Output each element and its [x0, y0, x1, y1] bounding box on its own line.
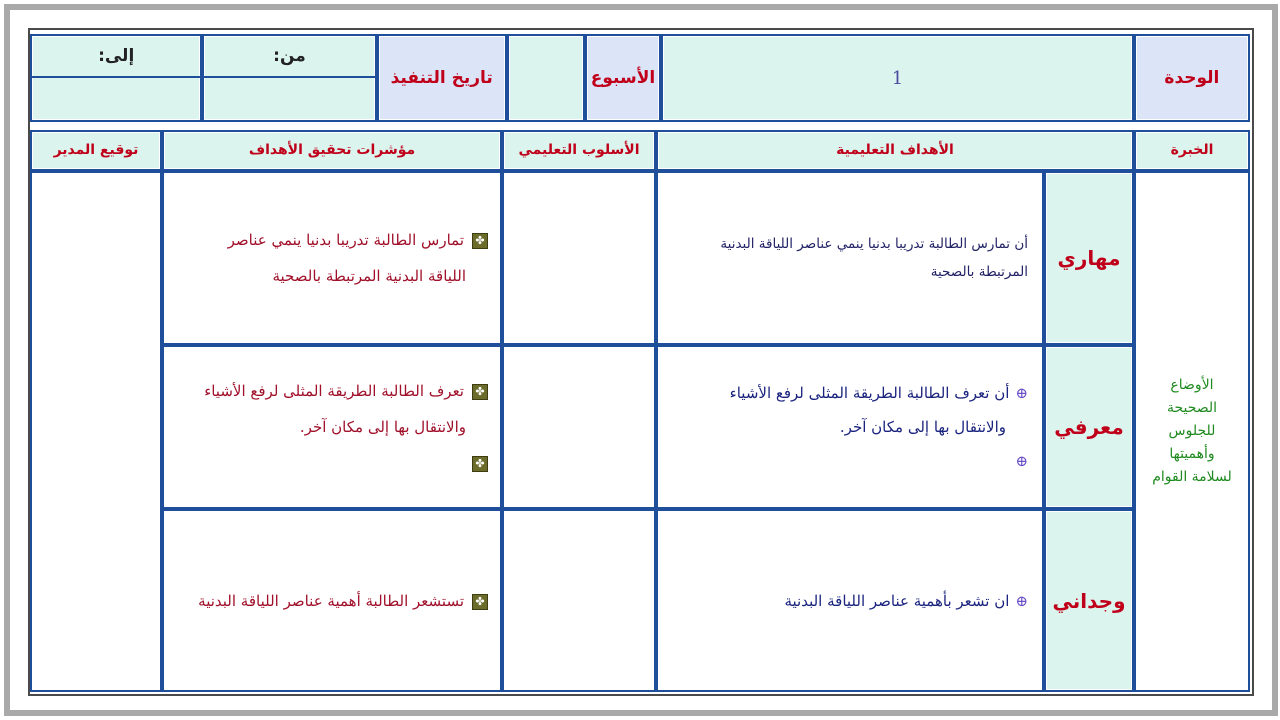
olive-square-bullet-icon: ✤: [472, 456, 488, 472]
domain-knowledge: معرفي: [1044, 345, 1134, 509]
method-cell[interactable]: [502, 509, 656, 692]
experience-line: وأهميتها: [1169, 445, 1215, 462]
indicator-knowledge: [162, 345, 502, 509]
objective-text: أن تعرف الطالبة الطريقة المثلى لرفع الأشياء: [729, 384, 1010, 403]
indicator-skill: [162, 171, 502, 345]
table-row: [30, 171, 1250, 345]
to-label: إلى:: [32, 36, 200, 78]
experience-cell: [1134, 171, 1250, 692]
to-cell[interactable]: [30, 34, 202, 122]
indicator-affective: [162, 509, 502, 692]
signature-cell[interactable]: [30, 171, 162, 692]
lesson-plan-table: [30, 130, 1250, 692]
objective-text: المرتبطة بالصحية: [930, 263, 1028, 280]
indicator-text: تعرف الطالبة الطريقة المثلى لرفع الأشياء: [204, 382, 464, 401]
from-value[interactable]: [204, 78, 374, 120]
week-label: الأسبوع: [590, 68, 656, 88]
table-row: [30, 345, 1250, 509]
crosshair-bullet-icon: ⊕: [1015, 452, 1028, 471]
experience-line: الأوضاع: [1170, 376, 1214, 393]
header-table: [30, 34, 1250, 122]
method-cell[interactable]: [502, 171, 656, 345]
unit-label: الوحدة: [1164, 68, 1220, 88]
col-indicators-header: مؤشرات تحقيق الأهداف: [162, 130, 502, 171]
crosshair-bullet-icon: ⊕: [1015, 384, 1028, 403]
week-value-cell[interactable]: [507, 34, 585, 122]
domain-affective: وجداني: [1044, 509, 1134, 692]
indicator-text: تستشعر الطالبة أهمية عناصر اللياقة البدنية: [198, 591, 464, 610]
objective-text: أن تمارس الطالبة تدريبا بدنيا ينمي عناصر اللياقة البدنية: [720, 235, 1028, 252]
experience-line: الصحيحة: [1166, 399, 1218, 416]
week-label-cell: [585, 34, 661, 122]
exec-date-label-cell: [377, 34, 507, 122]
from-cell[interactable]: [202, 34, 376, 122]
objective-affective: [656, 509, 1044, 692]
unit-value: 1: [891, 67, 904, 89]
objective-text: والانتقال بها إلى مكان آخر.: [839, 418, 1006, 437]
indicator-text: والانتقال بها إلى مكان آخر.: [299, 418, 466, 437]
exec-date-label: تاريخ التنفيذ: [390, 68, 493, 88]
indicator-text: اللياقة البدنية المرتبطة بالصحية: [272, 266, 466, 285]
olive-square-bullet-icon: ✤: [472, 233, 488, 249]
olive-square-bullet-icon: ✤: [472, 594, 488, 610]
table-row: [30, 509, 1250, 692]
unit-label-cell: [1134, 34, 1250, 122]
from-label: من:: [204, 36, 374, 78]
objective-text: ان تشعر بأهمية عناصر اللياقة البدنية: [784, 591, 1010, 610]
objective-knowledge: [656, 345, 1044, 509]
experience-line: للجلوس: [1168, 422, 1216, 439]
experience-line: لسلامة القوام: [1152, 468, 1232, 485]
col-experience-header: الخبرة: [1134, 130, 1250, 171]
col-objectives-header: الأهداف التعليمية: [656, 130, 1134, 171]
method-cell[interactable]: [502, 345, 656, 509]
domain-skill: مهاري: [1044, 171, 1134, 345]
col-method-header: الأسلوب التعليمي: [502, 130, 656, 171]
olive-square-bullet-icon: ✤: [472, 384, 488, 400]
col-signature-header: توقيع المدير: [30, 130, 162, 171]
to-value[interactable]: [32, 78, 200, 120]
crosshair-bullet-icon: ⊕: [1015, 591, 1028, 610]
indicator-text: تمارس الطالبة تدريبا بدنيا ينمي عناصر: [227, 230, 464, 249]
objective-skill: [656, 171, 1044, 345]
unit-value-cell[interactable]: [661, 34, 1134, 122]
